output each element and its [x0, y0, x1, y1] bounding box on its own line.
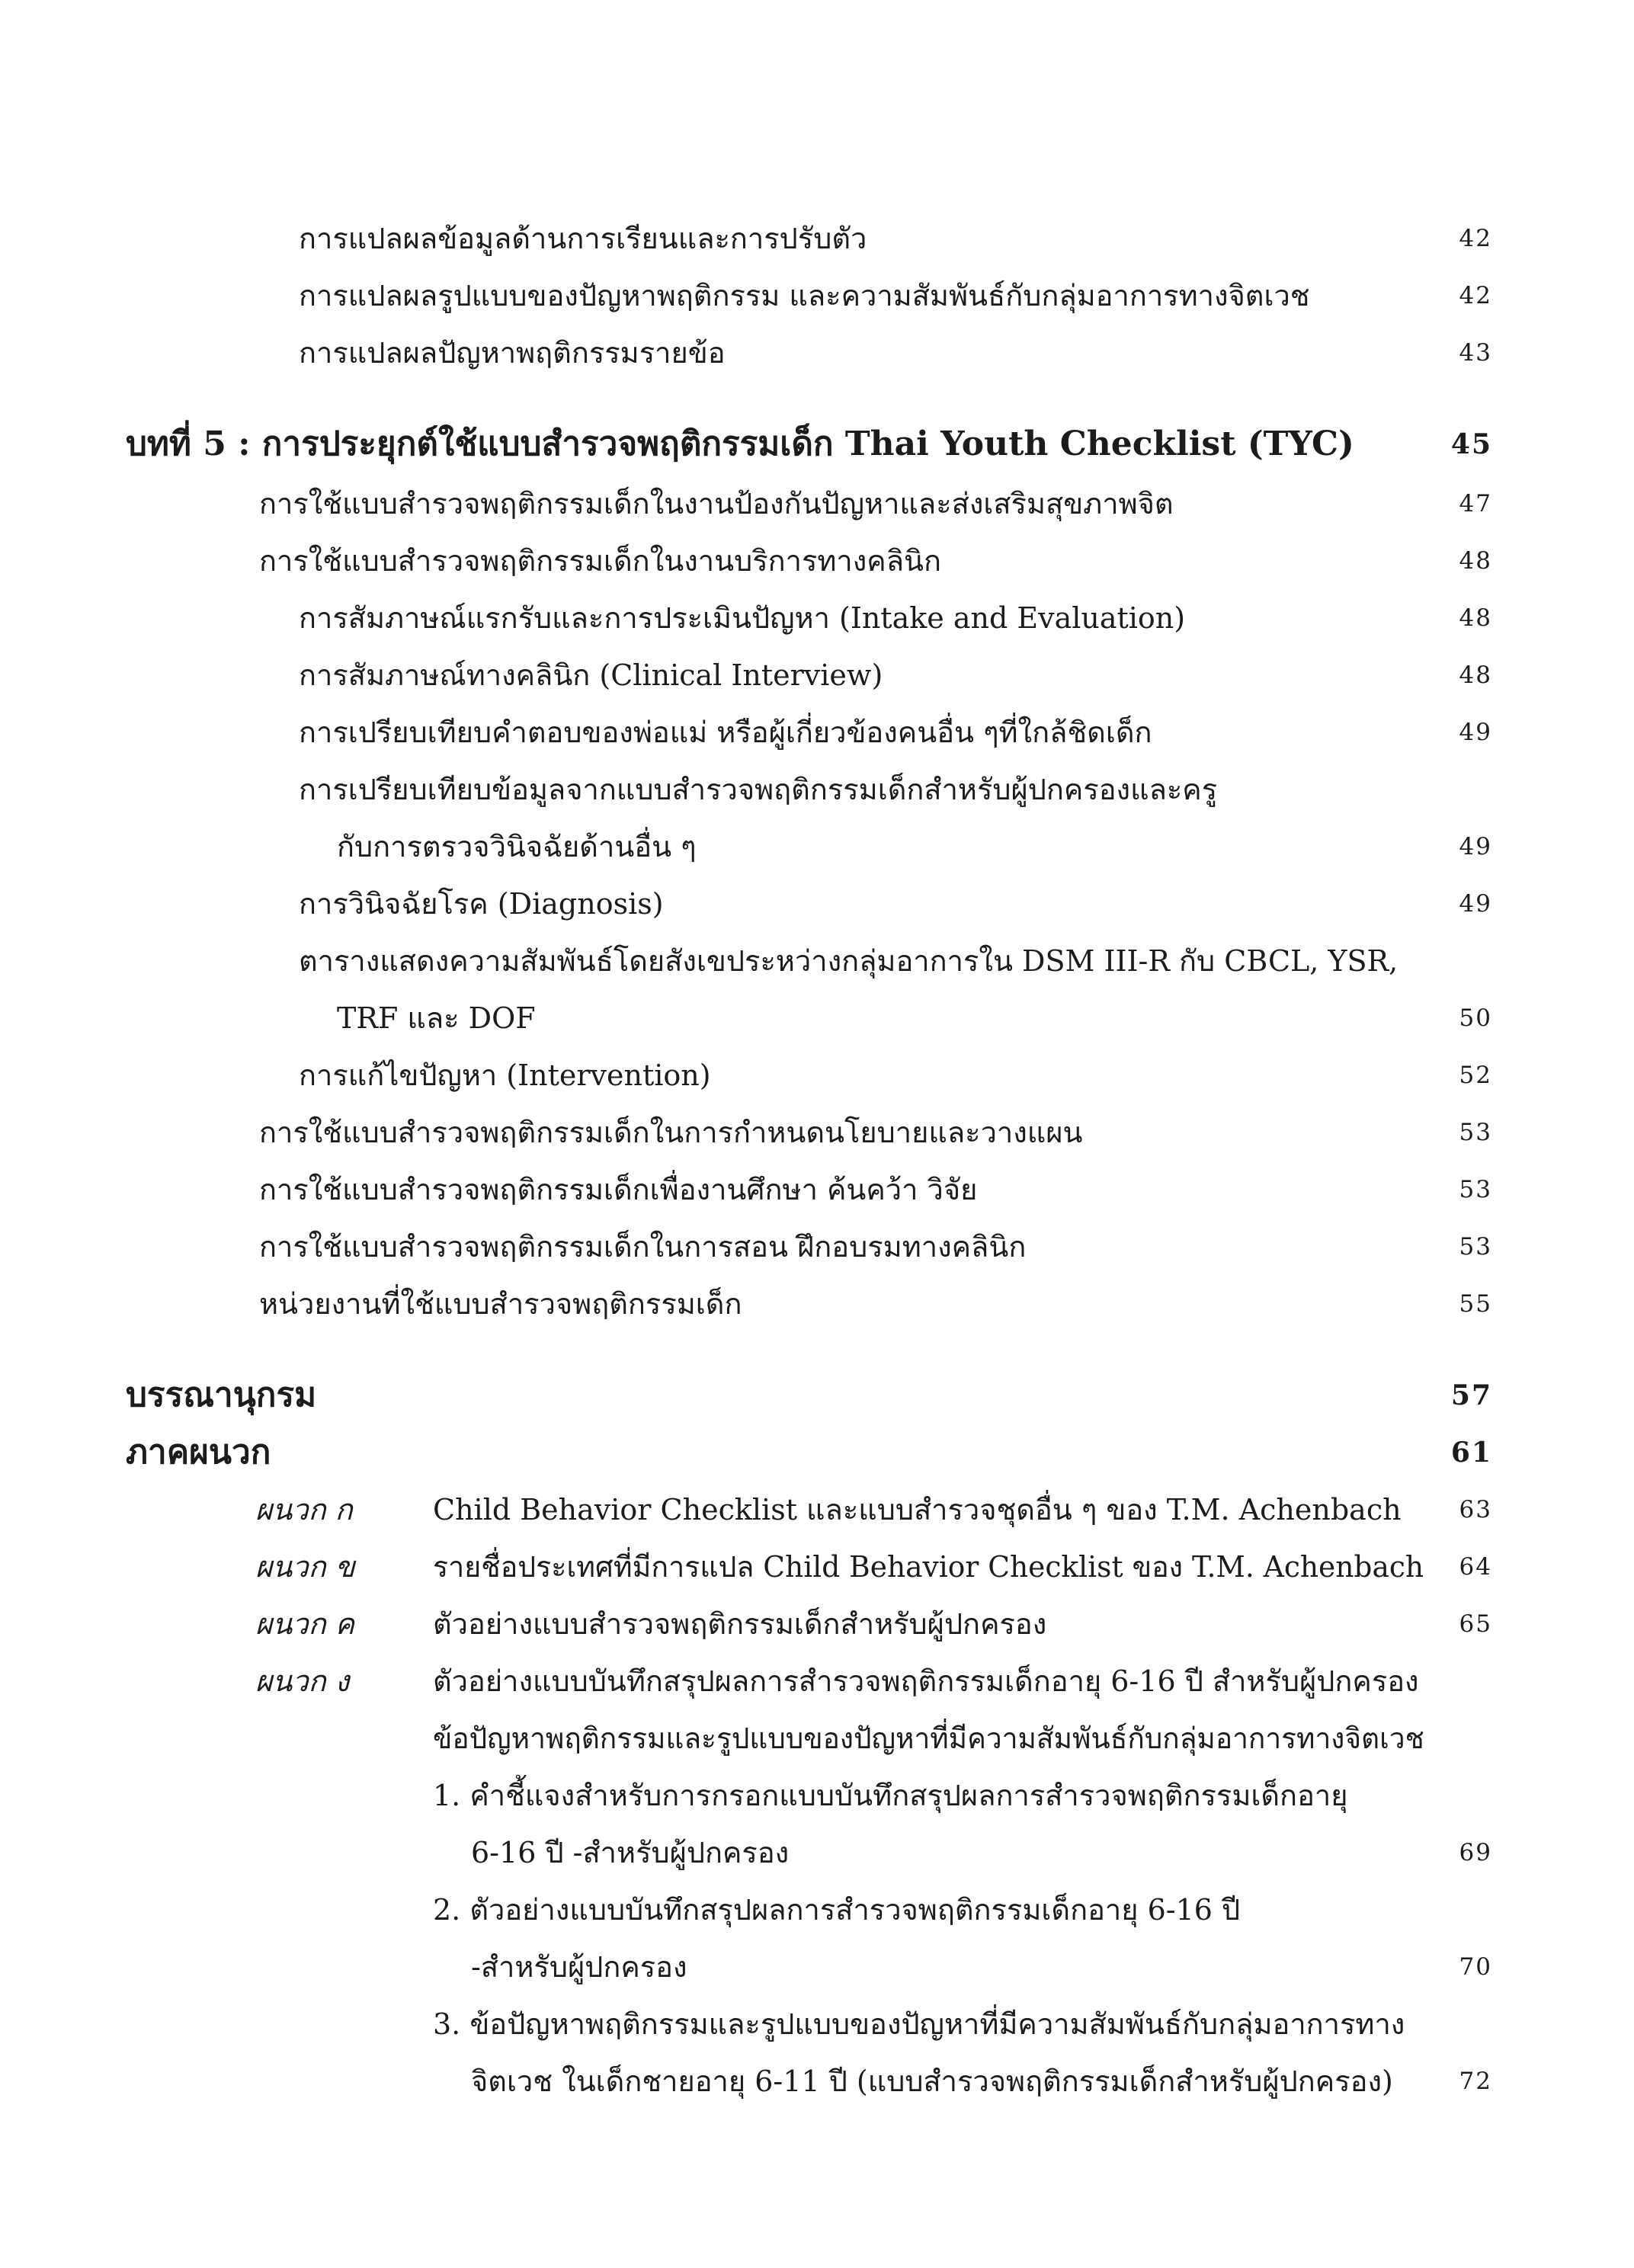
appendix-entry	[0, 1596, 1634, 1652]
toc-entry-title: การแปลผลปัญหาพฤติกรรมรายข้อ	[299, 336, 726, 370]
appendix-title: ตัวอย่างแบบสำรวจพฤติกรรมเด็กสำหรับผู้ปกครอง	[433, 1607, 1047, 1641]
toc-entry-page: 48	[1459, 547, 1492, 575]
toc-entry-title: การใช้แบบสำรวจพฤติกรรมเด็กในงานป้องกันปัญหาและส่งเสริมสุขภาพจิต	[259, 487, 1174, 521]
toc-entry-title: การเปรียบเทียบข้อมูลจากแบบสำรวจพฤติกรรมเด็กสำหรับผู้ปกครองและครู	[299, 773, 1218, 806]
appendix-page: 69	[1459, 1839, 1492, 1866]
toc-entry-title: หน่วยงานที่ใช้แบบสำรวจพฤติกรรมเด็ก	[259, 1287, 742, 1321]
appendix-entry	[0, 1653, 1634, 1709]
toc-entry-page: 49	[1459, 890, 1492, 918]
appendix-entry	[0, 2053, 1634, 2109]
appendix-page: 70	[1459, 1953, 1492, 1981]
appendix-entry	[0, 1996, 1634, 2052]
toc-entry	[0, 933, 1634, 989]
toc-entry-title: การวินิจฉัยโรค (Diagnosis)	[299, 887, 664, 921]
appendix-entry	[0, 1539, 1634, 1595]
toc-entry-title: การแปลผลข้อมูลด้านการเรียนและการปรับตัว	[299, 222, 867, 255]
toc-entry-page: 48	[1459, 604, 1492, 632]
appendix-title: 6-16 ปี -สำหรับผู้ปกครอง	[471, 1836, 790, 1869]
appendix-title: -สำหรับผู้ปกครอง	[471, 1950, 687, 1984]
toc-entry-title: การใช้แบบสำรวจพฤติกรรมเด็กเพื่องานศึกษา ค้นคว้า วิจัย	[259, 1173, 978, 1206]
toc-entry	[0, 1047, 1634, 1104]
toc-entry-title: การแปลผลรูปแบบของปัญหาพฤติกรรม และความสัมพันธ์กับกลุ่มอาการทางจิตเวช	[299, 279, 1310, 312]
toc-entry-title: การสัมภาษณ์แรกรับและการประเมินปัญหา (Intake and Evaluation)	[299, 601, 1186, 635]
toc-entry	[0, 476, 1634, 532]
toc-entry-title: การแก้ไขปัญหา (Intervention)	[299, 1059, 711, 1092]
appendix-title: ตัวอย่างแบบบันทึกสรุปผลการสำรวจพฤติกรรมเด็กอายุ 6-16 ปี สำหรับผู้ปกครอง	[433, 1664, 1419, 1698]
appendix-label: ผนวก ง	[255, 1664, 350, 1698]
toc-entry	[0, 1161, 1634, 1218]
toc-entry-title: กับการตรวจวินิจฉัยด้านอื่น ๆ	[337, 830, 697, 863]
appendix-label: ผนวก ข	[255, 1550, 355, 1584]
toc-entry-page: 42	[1459, 282, 1492, 309]
appendix-entry	[0, 1882, 1634, 1938]
toc-entry-title: การใช้แบบสำรวจพฤติกรรมเด็กในงานบริการทางคลินิก	[259, 544, 941, 578]
section-page: 61	[1450, 1437, 1492, 1469]
toc-entry	[0, 704, 1634, 761]
toc-entry	[0, 876, 1634, 932]
appendix-page: 65	[1459, 1610, 1492, 1638]
appendix-title: 2. ตัวอย่างแบบบันทึกสรุปผลการสำรวจพฤติกรรมเด็กอายุ 6-16 ปี	[433, 1893, 1241, 1927]
chapter-title: บทที่ 5 : การประยุกต์ใช้แบบสำรวจพฤติกรรมเด็ก Thai Youth Checklist (TYC)	[126, 424, 1354, 463]
appendix-entry	[0, 1939, 1634, 1995]
toc-entry-title: การสัมภาษณ์ทางคลินิก (Clinical Interview)	[299, 658, 883, 692]
toc-entry	[0, 533, 1634, 589]
toc-entry	[0, 1104, 1634, 1161]
toc-entry	[0, 210, 1634, 267]
appendix-title: Child Behavior Checklist และแบบสำรวจชุดอื่น ๆ ของ T.M. Achenbach	[433, 1493, 1402, 1526]
toc-entry-page: 50	[1459, 1004, 1492, 1032]
section-title: ภาคผนวก	[126, 1433, 271, 1472]
toc-entry-page: 53	[1459, 1119, 1492, 1146]
toc-entry-title: ตารางแสดงความสัมพันธ์โดยสังเขประหว่างกลุ่มอาการใน DSM III-R กับ CBCL, YSR,	[299, 944, 1399, 978]
chapter-page: 45	[1450, 428, 1492, 460]
section-heading	[0, 1367, 1634, 1424]
toc-entry-page: 43	[1459, 339, 1492, 367]
chapter-heading	[0, 416, 1634, 472]
toc-entry-title: การเปรียบเทียบคำตอบของพ่อแม่ หรือผู้เกี่ยวข้องคนอื่น ๆที่ใกล้ชิดเด็ก	[299, 716, 1152, 749]
toc-entry-page: 53	[1459, 1176, 1492, 1203]
appendix-title: รายชื่อประเทศที่มีการแปล Child Behavior Checklist ของ T.M. Achenbach	[433, 1550, 1424, 1584]
appendix-page: 64	[1459, 1553, 1492, 1581]
appendix-label: ผนวก ก	[255, 1493, 353, 1526]
toc-entry	[0, 1276, 1634, 1332]
toc-entry-page: 55	[1459, 1290, 1492, 1318]
appendix-entry	[0, 1824, 1634, 1881]
toc-entry	[0, 267, 1634, 324]
appendix-entry	[0, 1710, 1634, 1767]
section-page: 57	[1450, 1379, 1492, 1411]
toc-entry-page: 47	[1459, 490, 1492, 517]
toc-entry-page: 53	[1459, 1233, 1492, 1261]
appendix-title: ข้อปัญหาพฤติกรรมและรูปแบบของปัญหาที่มีความสัมพันธ์กับกลุ่มอาการทางจิตเวช	[433, 1722, 1424, 1755]
appendix-entry	[0, 1767, 1634, 1824]
toc-entry-page: 42	[1459, 225, 1492, 252]
toc-entry	[0, 590, 1634, 646]
appendix-title: 3. ข้อปัญหาพฤติกรรมและรูปแบบของปัญหาที่มีความสัมพันธ์กับกลุ่มอาการทาง	[433, 2007, 1405, 2041]
toc-entry-title: การใช้แบบสำรวจพฤติกรรมเด็กในการกำหนดนโยบายและวางแผน	[259, 1116, 1083, 1149]
toc-entry	[0, 761, 1634, 818]
toc-entry	[0, 1219, 1634, 1275]
appendix-entry	[0, 1482, 1634, 1538]
appendix-title: จิตเวช ในเด็กชายอายุ 6-11 ปี (แบบสำรวจพฤติกรรมเด็กสำหรับผู้ปกครอง)	[471, 2065, 1393, 2098]
toc-entry-page: 49	[1459, 833, 1492, 860]
toc-entry-title: การใช้แบบสำรวจพฤติกรรมเด็กในการสอน ฝึกอบรมทางคลินิก	[259, 1230, 1027, 1264]
toc-entry	[0, 325, 1634, 381]
appendix-label: ผนวก ค	[255, 1607, 355, 1641]
toc-entry	[0, 818, 1634, 875]
toc-entry-page: 48	[1459, 662, 1492, 689]
toc-entry	[0, 647, 1634, 703]
appendix-page: 63	[1459, 1496, 1492, 1523]
appendix-title: 1. คำชี้แจงสำหรับการกรอกแบบบันทึกสรุปผลการสำรวจพฤติกรรมเด็กอายุ	[433, 1779, 1348, 1812]
section-title: บรรณานุกรม	[126, 1376, 317, 1414]
toc-entry-title: TRF และ DOF	[337, 1001, 536, 1035]
toc-entry	[0, 990, 1634, 1046]
toc-entry-page: 49	[1459, 719, 1492, 746]
toc-entry-page: 52	[1459, 1062, 1492, 1089]
section-heading	[0, 1424, 1634, 1481]
appendix-page: 72	[1459, 2068, 1492, 2095]
